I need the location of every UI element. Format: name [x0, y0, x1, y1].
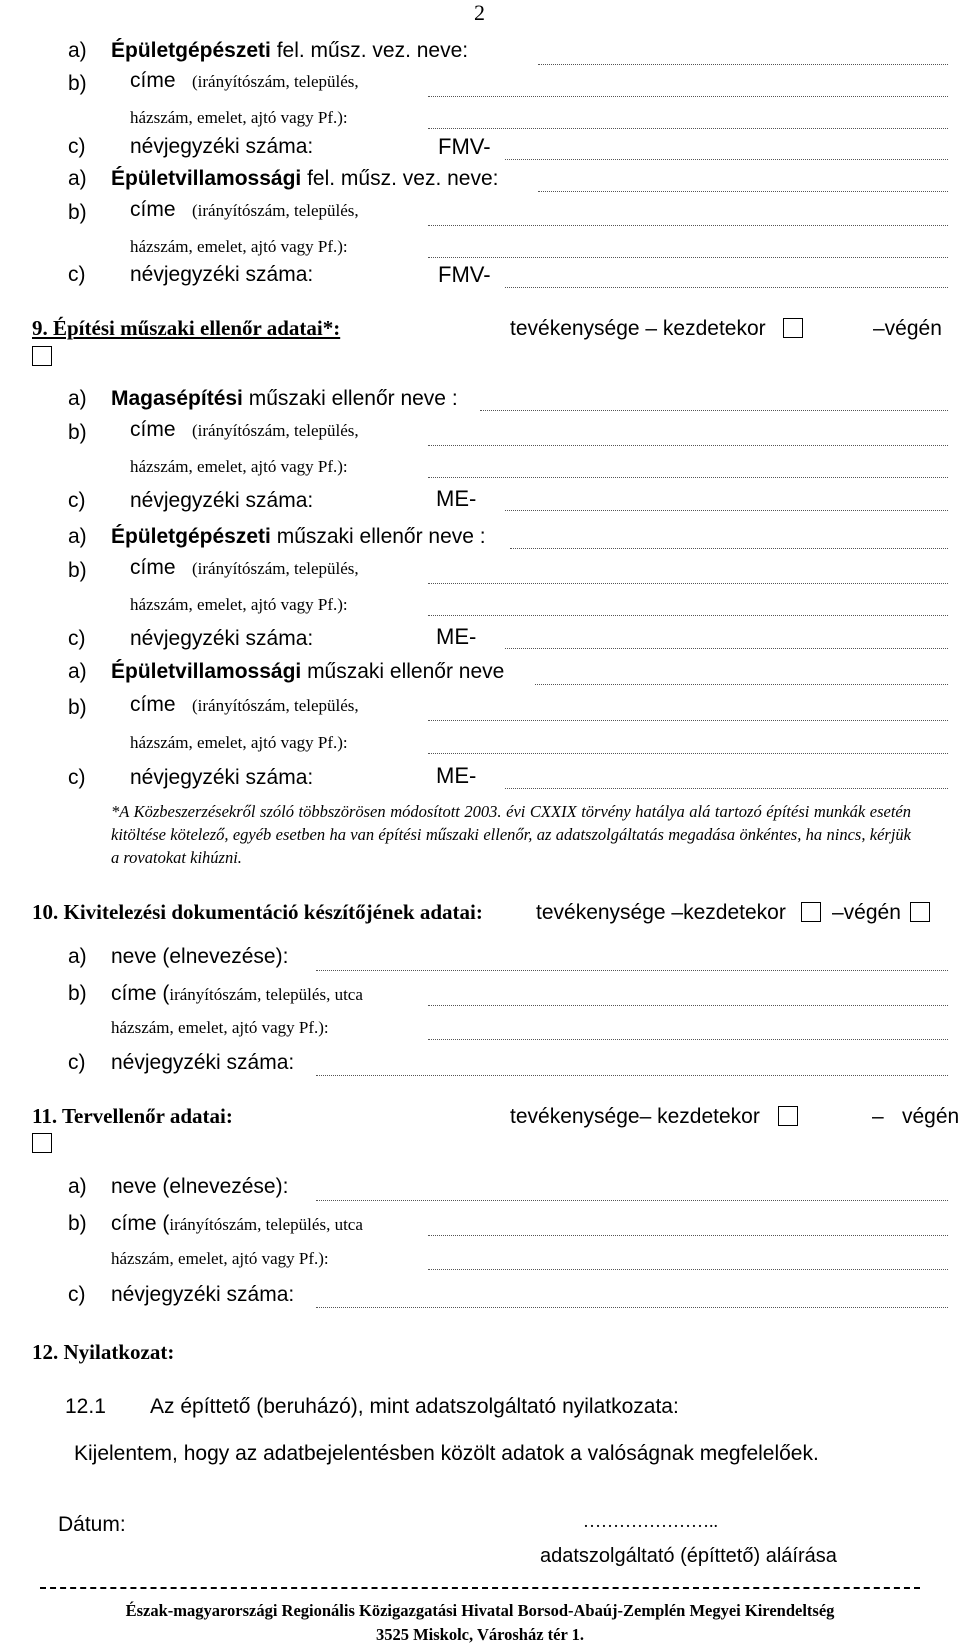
item-letter: c)	[68, 1283, 86, 1306]
registry-label: névjegyzéki száma:	[111, 1051, 295, 1074]
item-letter: a)	[68, 387, 87, 410]
address-label: címe (irányítószám, település, utca	[111, 982, 363, 1005]
registry-field[interactable]	[505, 648, 948, 649]
item-letter: c)	[68, 263, 86, 286]
registry-label: névjegyzéki száma:	[130, 627, 314, 650]
section-11-activity-label: tevékenysége– kezdetekor	[510, 1105, 760, 1128]
name-label: neve (elnevezése):	[111, 1175, 289, 1198]
page-number: 2	[474, 0, 485, 25]
start-checkbox[interactable]	[783, 318, 803, 338]
section-9-activity-label: tevékenysége – kezdetekor	[510, 317, 766, 340]
item-letter: b)	[68, 201, 87, 224]
address-field-2[interactable]	[428, 615, 948, 616]
end-checkbox[interactable]	[910, 902, 930, 922]
address-label: címe (irányítószám, település, utca	[111, 1212, 363, 1235]
footer-address: 3525 Miskolc, Városház tér 1.	[375, 1625, 585, 1644]
item-letter: c)	[68, 135, 86, 158]
declaration-subtitle: Az építtető (beruházó), mint adatszolgáltató nyilatkozata:	[150, 1395, 679, 1418]
address-field-2[interactable]	[428, 1269, 948, 1270]
item-letter: c)	[68, 766, 86, 789]
address-hint: (irányítószám, település,	[192, 559, 359, 578]
start-checkbox[interactable]	[801, 902, 821, 922]
declaration-statement: Kijelentem, hogy az adatbejelentésben közölt adatok a valóságnak megfelelőek.	[74, 1442, 819, 1465]
address-label: címe	[130, 418, 176, 441]
end-checkbox[interactable]	[32, 346, 52, 366]
address-label: címe	[130, 198, 176, 221]
electrical-inspector-name-label: Épületvillamossági műszaki ellenőr neve	[111, 660, 505, 683]
address-field-2[interactable]	[428, 753, 948, 754]
section-9-end-label: –végén	[873, 317, 942, 340]
registry-label: névjegyzéki száma:	[130, 766, 314, 789]
building-inspector-name-label: Magasépítési műszaki ellenőr neve :	[111, 387, 458, 410]
item-letter: a)	[68, 1175, 87, 1198]
address-hint-line2: házszám, emelet, ajtó vagy Pf.):	[111, 1018, 329, 1037]
registry-prefix: ME-	[436, 624, 477, 649]
registry-label: névjegyzéki száma:	[130, 489, 314, 512]
section-9-title: 9. Építési műszaki ellenőr adatai*:	[32, 316, 341, 340]
section-10-title: 10. Kivitelezési dokumentáció készítőjének adatai:	[32, 900, 483, 924]
name-label: neve (elnevezése):	[111, 945, 289, 968]
item-letter: b)	[68, 696, 87, 719]
address-field-2[interactable]	[428, 1039, 948, 1040]
registry-prefix: FMV-	[438, 262, 491, 287]
declaration-number: 12.1	[65, 1395, 106, 1418]
registry-field[interactable]	[505, 510, 948, 511]
item-letter: a)	[68, 39, 87, 62]
address-hint: (irányítószám, település,	[192, 421, 359, 440]
footer-divider	[40, 1587, 920, 1589]
section-10-end-label: –végén	[832, 901, 901, 924]
item-letter: b)	[68, 559, 87, 582]
registry-label: névjegyzéki száma:	[111, 1283, 295, 1306]
address-hint-line2: házszám, emelet, ajtó vagy Pf.):	[130, 237, 348, 256]
mechanical-inspector-name-label: Épületgépészeti műszaki ellenőr neve :	[111, 525, 486, 548]
address-hint-line2: házszám, emelet, ajtó vagy Pf.):	[130, 457, 348, 476]
item-letter: c)	[68, 489, 86, 512]
item-letter: a)	[68, 525, 87, 548]
registry-label: névjegyzéki száma:	[130, 263, 314, 286]
registry-label: névjegyzéki száma:	[130, 135, 314, 158]
item-letter: b)	[68, 72, 87, 95]
registry-field[interactable]	[505, 287, 948, 288]
address-hint-line2: házszám, emelet, ajtó vagy Pf.):	[130, 595, 348, 614]
electrical-manager-name-label: Épületvillamossági fel. műsz. vez. neve:	[111, 167, 499, 190]
item-letter: a)	[68, 660, 87, 683]
item-letter: b)	[68, 421, 87, 444]
footer-office: Észak-magyarországi Regionális Közigazgatási Hivatal Borsod-Abaúj-Zemplén Megyei Kirendeltség	[125, 1601, 835, 1620]
section-12-title: 12. Nyilatkozat:	[32, 1340, 175, 1364]
mechanical-inspector-name-field[interactable]	[510, 548, 948, 549]
footnote: *A Közbeszerzésekről szóló többszörösen módosított 2003. évi CXXIX törvény hatálya alá tartozó építési munkák esetén kitöltése kötelező, egyéb esetben ha van építési műszaki ellenőr, az adatszolgáltatás megadása önkéntes, ha nincs, kérjük a rovatokat kihúzni.	[111, 802, 911, 867]
address-field-2[interactable]	[428, 477, 948, 478]
address-field-1[interactable]	[428, 1235, 948, 1236]
item-letter: b)	[68, 1212, 87, 1235]
address-hint-line2: házszám, emelet, ajtó vagy Pf.):	[130, 108, 348, 127]
registry-field[interactable]	[316, 1307, 948, 1308]
end-checkbox[interactable]	[32, 1133, 52, 1153]
section-11-end-label: végén	[902, 1105, 960, 1128]
address-field-1[interactable]	[428, 583, 948, 584]
address-hint-line2: házszám, emelet, ajtó vagy Pf.):	[111, 1249, 329, 1268]
section-11-title: 11. Tervellenőr adatai:	[32, 1104, 233, 1128]
registry-field[interactable]	[505, 159, 948, 160]
signature-line[interactable]: …………………..	[583, 1511, 718, 1531]
section-11-end-dash: –	[872, 1105, 884, 1128]
start-checkbox[interactable]	[778, 1106, 798, 1126]
address-field-2[interactable]	[428, 128, 948, 129]
item-letter: a)	[68, 167, 87, 190]
name-field[interactable]	[316, 1200, 948, 1201]
electrical-inspector-name-field[interactable]	[535, 684, 948, 685]
electrical-manager-name-field[interactable]	[538, 191, 948, 192]
date-label: Dátum:	[58, 1513, 126, 1536]
registry-prefix: ME-	[436, 763, 477, 788]
registry-field[interactable]	[505, 788, 948, 789]
registry-prefix: ME-	[436, 486, 477, 511]
address-hint: (irányítószám, település,	[192, 201, 359, 220]
address-field-1[interactable]	[428, 225, 948, 226]
address-label: címe	[130, 693, 176, 716]
item-letter: b)	[68, 982, 87, 1005]
address-field-1[interactable]	[428, 445, 948, 446]
address-field-2[interactable]	[428, 257, 948, 258]
address-hint: (irányítószám, település,	[192, 72, 359, 91]
address-field-1[interactable]	[428, 720, 948, 721]
mechanical-manager-name-label: Épületgépészeti fel. műsz. vez. neve:	[111, 39, 469, 62]
building-inspector-name-field[interactable]	[480, 410, 948, 411]
registry-field[interactable]	[316, 1075, 948, 1076]
address-field-1[interactable]	[428, 96, 948, 97]
mechanical-manager-name-field[interactable]	[538, 64, 948, 65]
address-field-1[interactable]	[428, 1005, 948, 1006]
address-hint: (irányítószám, település,	[192, 696, 359, 715]
item-letter: c)	[68, 1051, 86, 1074]
section-10-activity-label: tevékenysége –kezdetekor	[536, 901, 786, 924]
address-label: címe	[130, 556, 176, 579]
item-letter: c)	[68, 627, 86, 650]
item-letter: a)	[68, 945, 87, 968]
address-hint-line2: házszám, emelet, ajtó vagy Pf.):	[130, 733, 348, 752]
signature-label: adatszolgáltató (építtető) aláírása	[540, 1545, 837, 1567]
registry-prefix: FMV-	[438, 134, 491, 159]
name-field[interactable]	[316, 970, 948, 971]
address-label: címe	[130, 69, 176, 92]
